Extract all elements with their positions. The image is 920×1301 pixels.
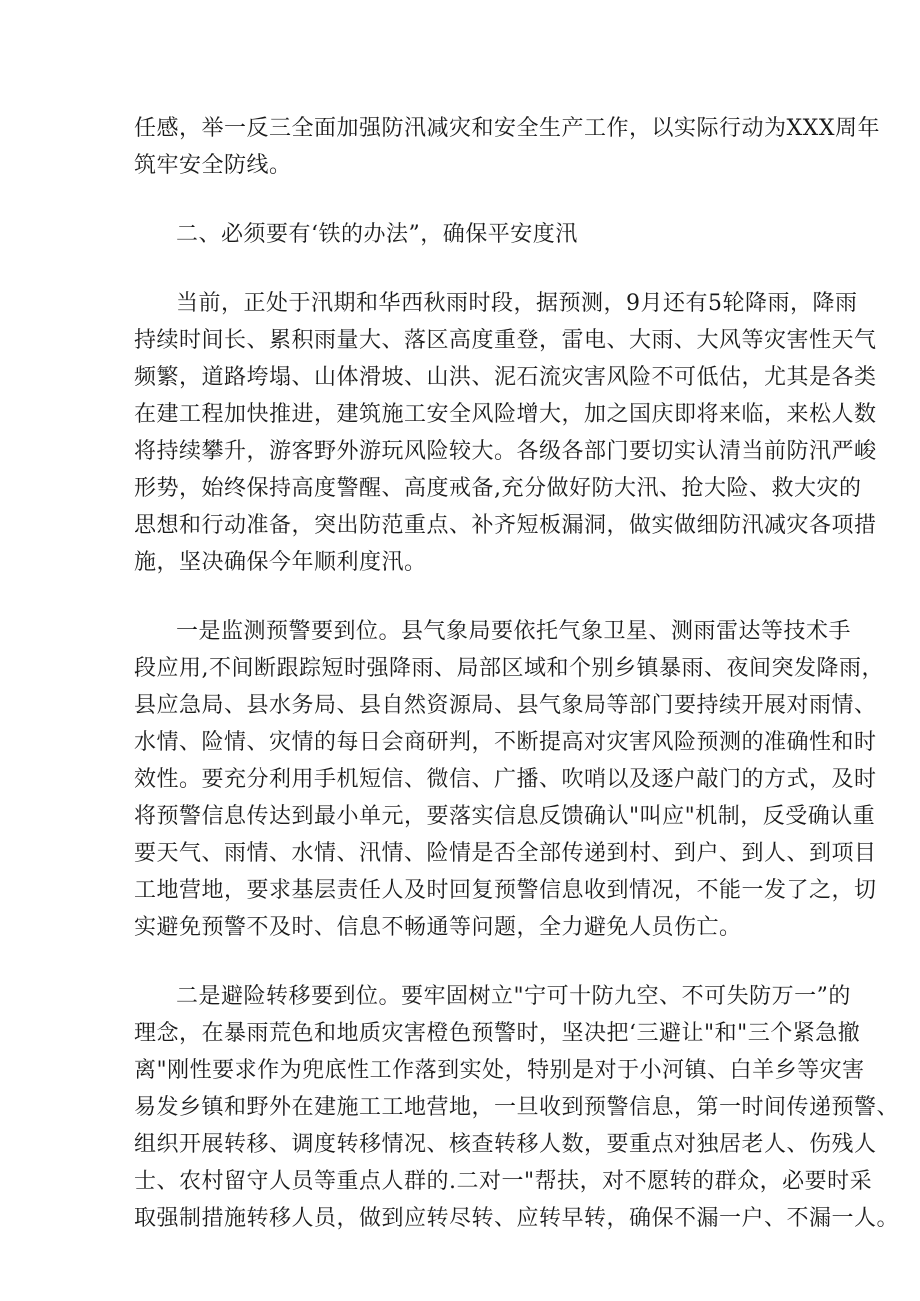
body-text-line: 水情、险情、灾情的每日会商研判，不断提高对灾害风险预测的准确性和时 <box>134 730 877 755</box>
body-text-line: 取强制措施转移人员，做到应转尽转、应转早转，确保不漏一户、不漏一人。 <box>134 1206 900 1231</box>
body-text-line: 理念，在暴雨荒色和地质灾害橙色预警时，坚决把‘三避让"和"三个紧急撤 <box>134 1021 861 1046</box>
section-heading: 二、必须要有‘铁的办法”，确保平安度汛 <box>176 222 578 247</box>
body-text-line: 施，坚决确保今年顺利度汛。 <box>134 550 427 575</box>
body-text-line: 当前，正处于汛期和华西秋雨时段，据预测，9月还有5轮降雨，降雨 <box>176 291 858 316</box>
body-text-line: 易发乡镇和野外在建施工工地营地，一旦收到预警信息，第一时间传递预警、 <box>134 1095 900 1120</box>
body-text-line: 效性。要充分利用手机短信、微信、广播、吹哨以及逐户敲门的方式，及时 <box>134 767 877 792</box>
body-text-line: 组织开展转移、调度转移情况、核查转移人数，要重点对独居老人、伤残人 <box>134 1132 877 1157</box>
body-text-line: 段应用,不间断跟踪短时强降雨、局部区域和个别乡镇暴雨、夜间突发降雨， <box>134 656 884 681</box>
body-text-line: 任感，举一反三全面加强防汛减灾和安全生产工作，以实际行动为XXX周年 <box>134 116 880 141</box>
body-text-line: 要天气、雨情、水情、汛情、险情是否全部传递到村、到户、到人、到项目 <box>134 841 877 866</box>
body-text-line: 频繁，道路垮塌、山体滑坡、山洪、泥石流灾害风险不可低估，尤其是各类 <box>134 365 877 390</box>
body-text-line: 思想和行动准备，突出防范重点、补齐短板漏洞，做实做细防汛减灾各项措 <box>134 513 877 538</box>
body-text-line: 工地营地，要求基层责任人及时回复预警信息收到情况，不能一发了之，切 <box>134 878 877 903</box>
body-text-line: 将预警信息传达到最小单元，要落实信息反馈确认"叫应"机制，反受确认重 <box>134 804 876 829</box>
body-text-line: 在建工程加快推进，建筑施工安全风险增大，加之国庆即将来临，来松人数 <box>134 402 877 427</box>
body-text-line: 县应急局、县水务局、县自然资源局、县气象局等部门要持续开展对雨情、 <box>134 693 877 718</box>
body-text-line: 一是监测预警要到位。县气象局要依托气象卫星、测雨雷达等技术手 <box>176 619 852 644</box>
body-text-line: 士、农村留守人员等重点人群的.二对一"帮扶，对不愿转的群众，必要时采 <box>134 1169 873 1194</box>
body-text-line: 二是避险转移要到位。要牢固树立"宁可十防九空、不可失防万一”的 <box>176 984 851 1009</box>
body-text-line: 实避免预警不及时、信息不畅通等问题，全力避免人员伤亡。 <box>134 915 742 940</box>
body-text-line: 离"刚性要求作为兜底性工作落到实处，特别是对于小河镇、白羊乡等灾害 <box>134 1058 865 1083</box>
body-text-line: 将持续攀升，游客野外游玩风险较大。各级各部门要切实认清当前防汛严峻 <box>134 439 877 464</box>
body-text-line: 筑牢安全防线。 <box>134 153 292 178</box>
body-text-line: 形势，始终保持高度警醒、高度戒备,充分做好防大汛、抢大险、救大灾的 <box>134 476 862 501</box>
body-text-line: 持续时间长、累积雨量大、落区高度重登，雷电、大雨、大风等灾害性天气 <box>134 328 877 353</box>
